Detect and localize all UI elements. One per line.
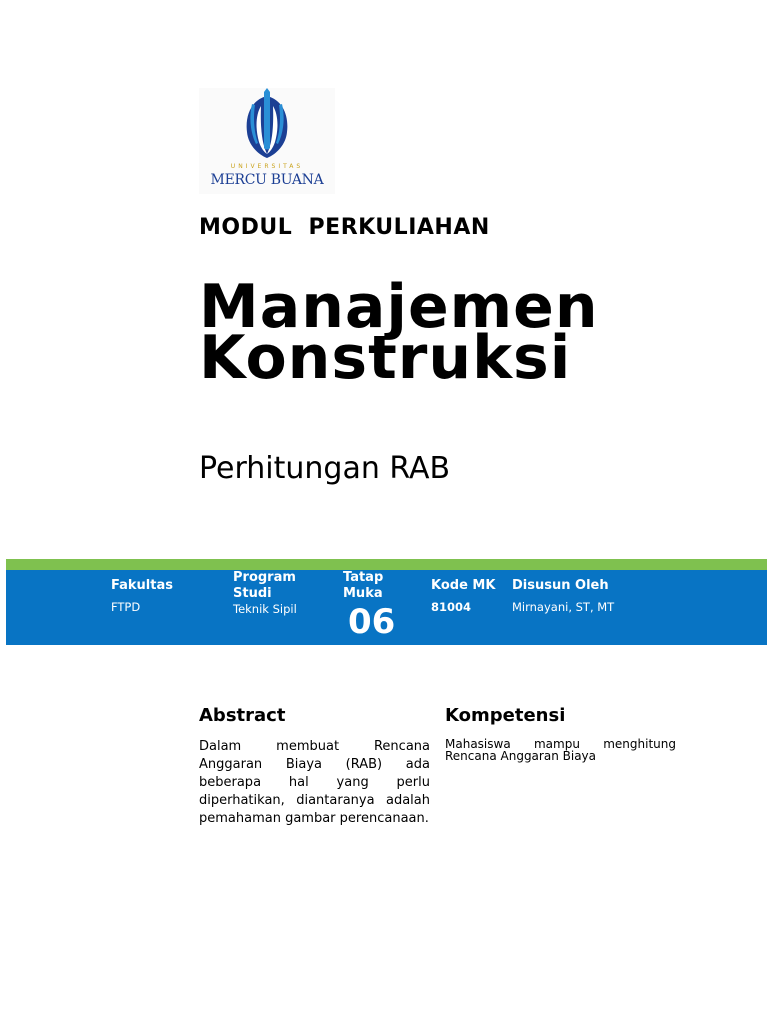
kode-mk-value: 81004	[431, 600, 472, 614]
disusun-oleh-label: Disusun Oleh	[512, 578, 609, 593]
program-studi-label-line2: Studi	[233, 586, 272, 601]
kode-mk-label: Kode MK	[431, 578, 496, 593]
logo-universitas-text: UNIVERSITAS	[230, 163, 304, 170]
module-subtitle: Perhitungan RAB	[199, 451, 451, 486]
tatap-muka-column	[343, 570, 383, 602]
fakultas-value: FTPD	[111, 600, 141, 614]
tatap-muka-number: 06	[348, 602, 396, 642]
disusun-oleh-column	[512, 578, 614, 614]
course-title-line2: Konstruksi	[199, 323, 572, 393]
course-info-bar	[6, 570, 767, 645]
program-studi-value: Teknik Sipil	[233, 602, 297, 616]
green-accent-bar	[6, 559, 767, 570]
tatap-muka-label-line2: Muka	[343, 586, 383, 601]
logo-university-name: MERCU BUANA	[210, 172, 324, 188]
course-title-line1: Manajemen	[199, 272, 599, 342]
kompetensi-heading: Kompetensi	[445, 705, 566, 726]
abstract-text: Dalam membuat Rencana Anggaran Biaya (RAB) ada beberapa hal yang perlu diperhatikan, diantaranya adalah pemahaman gambar perencanaan.	[199, 739, 430, 826]
mercu-buana-emblem-icon	[199, 88, 335, 164]
modul-title: MODUL PERKULIAHAN	[199, 215, 490, 240]
disusun-oleh-value: Mirnayani, ST, MT	[512, 600, 615, 614]
fakultas-column	[111, 578, 173, 614]
tatap-muka-label-line1: Tatap	[343, 570, 384, 585]
program-studi-label-line1: Program	[233, 570, 296, 585]
course-title	[199, 272, 599, 393]
kode-mk-column	[431, 578, 495, 614]
university-logo	[199, 88, 335, 194]
kompetensi-text: Mahasiswa mampu menghitung Rencana Anggaran Biaya	[445, 737, 676, 763]
program-studi-column	[233, 570, 297, 616]
fakultas-label: Fakultas	[111, 578, 173, 593]
abstract-heading: Abstract	[199, 705, 286, 726]
